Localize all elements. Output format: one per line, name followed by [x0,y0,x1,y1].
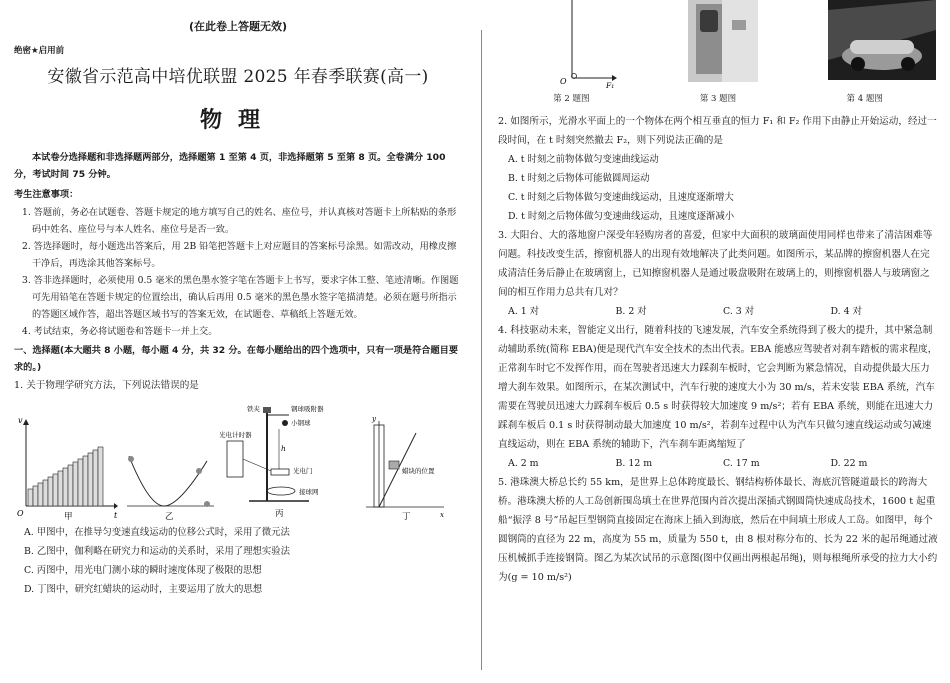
caption-q4: 第 4 题图 [846,94,883,104]
q1-option-a: A. 甲图中，在推导匀变速直线运动的位移公式时，采用了微元法 [24,526,290,538]
bing-net-label: 接球网 [299,487,319,496]
note-2: 2. 答选择题时，每小题选出答案后，用 2B 铅笔把答题卡上对应题目的答案标号涂黑。如需改动，用橡皮擦干净后，再选涂其他答案标号。 [22,240,457,269]
ding-y-label: y [372,414,376,423]
bing-tiejia-label: 铁夹 [247,404,260,413]
q3-option-c: C. 3 对 [723,306,755,317]
note-4: 4. 考试结束，务必将试题卷和答题卡一并上交。 [22,325,218,337]
yi-caption: 乙 [165,511,174,521]
q3-option-d: D. 4 对 [830,306,862,317]
q2-option-c: C. t 时刻之后物体做匀变速曲线运动，且速度逐渐增大 [508,192,734,203]
bing-magnet-label: 钢球吸附器 [291,404,324,413]
q2-stem: 2. 如图所示，光滑水平面上的一个物体在两个相互垂直的恒力 F₁ 和 F₂ 作用下由静止开始运动，经过一段时间，在 t 时刻突然撤去 F₂，则下列说法正确的是 [498,116,937,146]
caption-q2: 第 2 题图 [553,94,590,104]
q4-option-d: D. 22 m [830,458,868,469]
notes-heading: 考生注意事项： [14,189,79,200]
q2-o-label: O [560,77,567,86]
q3-options [498,302,938,321]
bing-timer-label: 光电计时器 [219,430,252,439]
secret-mark: 绝密★启用前 [14,46,65,56]
q1-stem: 1. 关于物理学研究方法，下列说法错误的是 [14,379,199,391]
ding-x-label: x [440,510,444,519]
q1-option-c: C. 丙图中，用光电门测小球的瞬时速度体现了极限的思想 [24,564,262,576]
figure-captions [498,92,938,104]
q3-stem: 3. 大阳台、大的落地窗户深受年轻购房者的喜爱，但家中大面积的玻璃面使用同样也带来了清洁困难等问题。科技改变生活，擦窗机器人的出现有效地解决了此类问题。如图所示，某品牌的擦窗机器人在完成清洁任务后静止在玻璃窗上，已知擦窗机器人是通过吸盘吸附在玻璃上的，则擦窗机器人与玻璃窗之间的相互作用力总共有几对？ [498,230,933,298]
jia-t-label: t [114,510,118,520]
column-divider [481,30,482,670]
bing-caption: 丙 [275,508,284,519]
q1-option-d: D. 丁图中，研究红蜡块的运动时，主要运用了放大的思想 [24,583,263,595]
note-1: 1. 答题前，务必在试题卷、答题卡规定的地方填写自己的姓名、座位号，并认真核对答题卡上所粘贴的条形码中姓名、座位号与本人姓名、座位号是否一致。 [22,206,457,235]
bing-ball-label: 小钢球 [291,418,311,427]
top-figures [498,0,938,90]
q2-option-a: A. t 时刻之前物体做匀变速曲线运动 [508,154,659,165]
caption-q3: 第 3 题图 [699,94,737,104]
figure-q3-photo [688,0,758,90]
q2-f1-label: F₁ [606,81,615,90]
q4-option-b: B. 12 m [615,458,653,469]
q1-figures [14,401,462,521]
q4-options [498,454,938,473]
figure-bing [219,401,344,521]
ban-notice: (在此卷上答题无效) [188,20,288,33]
bing-h-label: h [281,443,286,453]
bing-gate-label: 光电门 [293,466,313,475]
jia-v-label: v [18,415,23,425]
q4-option-a: A. 2 m [508,458,539,469]
q3-option-a: A. 1 对 [508,306,540,317]
q4-option-c: C. 17 m [723,458,760,469]
section-title: 一、选择题(本大题共 8 小题，每小题 4 分，共 32 分。在每小题给出的四个选项中，只有一项是符合题目要求的。) [14,344,459,373]
jia-o-label: O [17,508,24,518]
exam-intro: 本试卷分选择题和非选择题两部分，选择题第 1 至第 4 页，非选择题第 5 至第 8 页。全卷满分 100 分，考试时间 75 分钟。 [14,152,446,180]
figure-ding [344,411,454,521]
figure-q2 [498,0,618,90]
q4-stem: 4. 科技驱动未来，智能定义出行，随着科技的飞速发展，汽车安全系统得到了极大的提升，其中紧急制动辅助系统(简称 EBA)便是现代汽车安全技术的杰出代表。EBA 能感应驾驶者对刹车踏板的需求程度，正常刹车时它不发挥作用，而在驾驶者迅速大力踩刹车板时，它会判断为紧急情况，自动提供最大压力增大刹车效果。如图所示，在某次测试中，汽车行驶的速度大小为 30 m/s，若未安装 EBA 系统，汽车需要在驾驶员迅速大力踩刹车板后 0.5 s 时获得较大加速度 9 m/s²；若有 EBA 系统，则能在迅速大力踩刹车板后 0.1 s 时获得制动最大加速度 10 m/s²，若刹车过程中认为汽车只做匀速直线运动或匀减速直线运动，则在 EBA 系统的辅助下，汽车刹车距离缩短了 [498,325,938,450]
q2-option-d: D. t 时刻之后物体做匀变速曲线运动，且速度逐渐减小 [508,211,735,222]
exam-title: 安徽省示范高中培优联盟 2025 年春季联赛(高一) [47,67,429,87]
jia-caption: 甲 [64,511,73,521]
right-page [486,0,950,683]
figure-jia [14,411,119,521]
note-3: 3. 答非选择题时，必须使用 0.5 毫米的黑色墨水签字笔在答题卡上书写，要求字体工整、笔迹清晰。作图题可先用铅笔在答题卡规定的位置绘出，确认后再用 0.5 毫米的黑色墨水签字笔描清楚。必须在题号所指示的答题区域作答，超出答题区域书写的答案无效，在试题卷、草稿纸上答题无效。 [22,274,459,320]
q2-option-b: B. t 时刻之后物体可能做圆周运动 [508,173,650,184]
figure-q4-photo [828,0,938,90]
q5-stem: 5. 港珠澳大桥总长约 55 km，是世界上总体跨度最长、钢结构桥体最长、海底沉管隧道最长的跨海大桥。港珠澳大桥的人工岛创新围岛填土在世界范围内首次提出深插式钢圆筒快速成岛技术，1600 t 起重船“振浮 8 号”吊起巨型钢筒直接固定在海床上插入到海底，然后在中间填土形成人工岛。如图甲，每个圆钢筒的直径为 22 m，高度为 55 m，质量为 550 t，由 8 根对称分布的、长为 22 米的起吊绳通过液压机械抓手连接钢筒。图乙为某次试吊的示意图(图中仅画出两根起吊绳)，则每根绳所承受的拉力大小约为(g = 10 m/s²) [498,477,938,583]
figure-yi [119,411,219,521]
q3-option-b: B. 2 对 [615,306,647,317]
subject-title: 物理 [199,107,276,133]
ding-wax-label: 蜡块的位置 [402,466,435,475]
ding-caption: 丁 [402,511,411,521]
q1-option-b: B. 乙图中，伽利略在研究力和运动的关系时，采用了理想实验法 [24,545,290,557]
